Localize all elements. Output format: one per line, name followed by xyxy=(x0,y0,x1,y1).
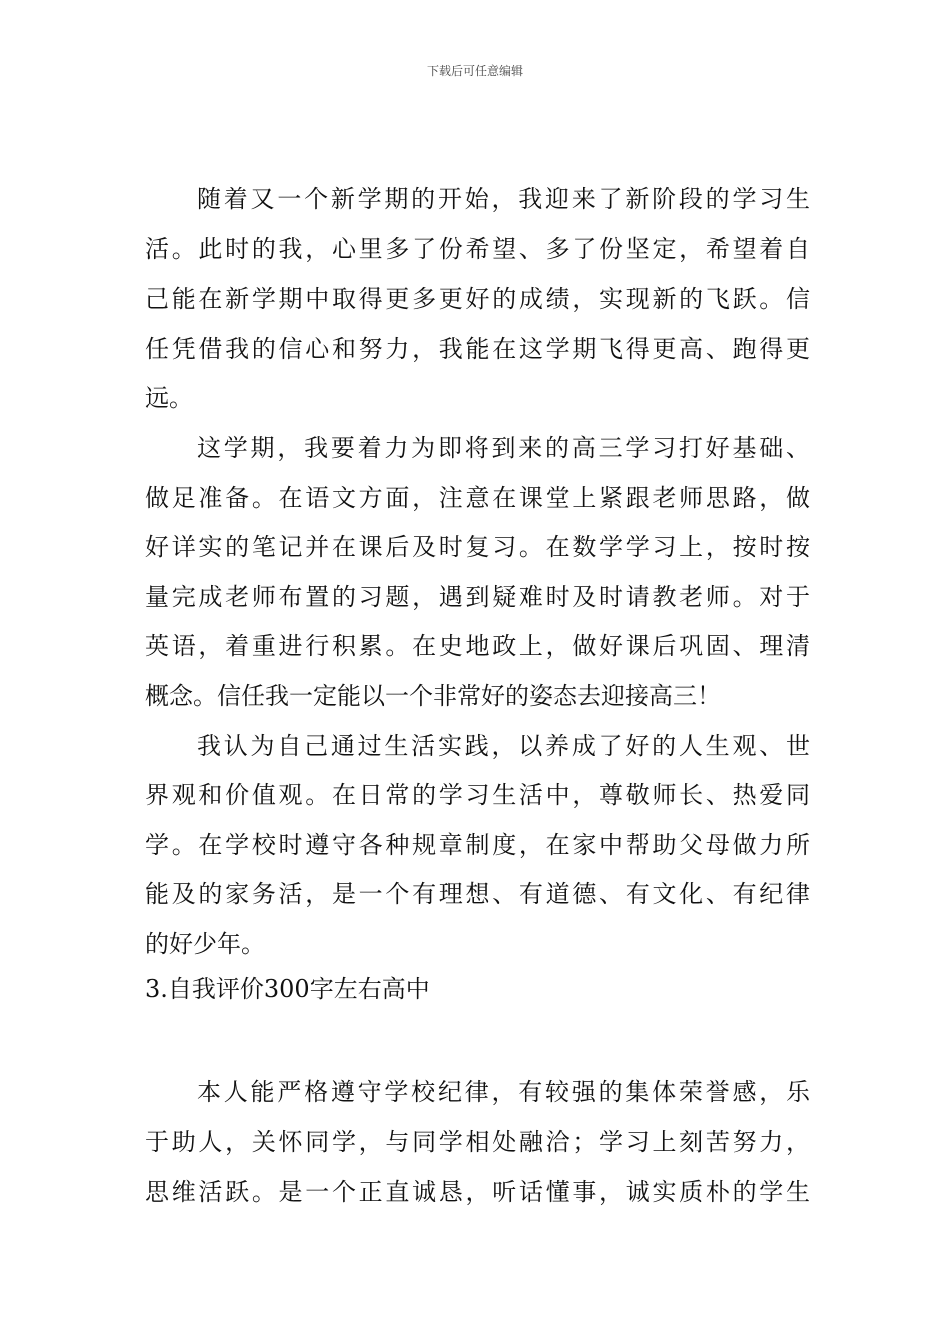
page-header: 下载后可任意编辑 xyxy=(426,64,523,78)
section-heading: 3.自我评价300字左右高中 xyxy=(145,975,430,1003)
paragraph-2-line-6: 概念。信任我一定能以一个非常好的姿态去迎接高三！ xyxy=(145,682,721,710)
paragraph-2-line-5: 英语，着重进行积累。在史地政上，做好课后巩固、理清 xyxy=(145,632,810,660)
paragraph-3-line-4: 能及的家务活，是一个有理想、有道德、有文化、有纪律 xyxy=(145,880,810,908)
paragraph-1-line-1: 随着又一个新学期的开始，我迎来了新阶段的学习生 xyxy=(197,185,810,213)
paragraph-2-line-1: 这学期，我要着力为即将到来的高三学习打好基础、 xyxy=(197,434,810,462)
paragraph-1-line-4: 任凭借我的信心和努力，我能在这学期飞得更高、跑得更 xyxy=(145,335,810,363)
paragraph-3-line-3: 学。在学校时遵守各种规章制度，在家中帮助父母做力所 xyxy=(145,831,810,859)
paragraph-3-line-2: 界观和价值观。在日常的学习生活中，尊敬师长、热爱同 xyxy=(145,781,810,809)
paragraph-2-line-3: 好详实的笔记并在课后及时复习。在数学学习上，按时按 xyxy=(145,533,810,561)
paragraph-1-line-5: 远。 xyxy=(145,384,193,412)
paragraph-3-line-1: 我认为自己通过生活实践，以养成了好的人生观、世 xyxy=(197,732,810,760)
paragraph-2-line-4: 量完成老师布置的习题，遇到疑难时及时请教老师。对于 xyxy=(145,583,810,611)
paragraph-2-line-2: 做足准备。在语文方面，注意在课堂上紧跟老师思路，做 xyxy=(145,484,810,512)
paragraph-1-line-3: 己能在新学期中取得更多更好的成绩，实现新的飞跃。信 xyxy=(145,285,810,313)
paragraph-3-line-5: 的好少年。 xyxy=(145,930,265,958)
section-paragraph-line-2: 于助人，关怀同学，与同学相处融洽；学习上刻苦努力， xyxy=(145,1128,810,1156)
paragraph-1-line-2: 活。此时的我，心里多了份希望、多了份坚定，希望着自 xyxy=(145,235,810,263)
section-paragraph-line-1: 本人能严格遵守学校纪律，有较强的集体荣誉感，乐 xyxy=(197,1078,810,1106)
section-paragraph-line-3: 思维活跃。是一个正直诚恳，听话懂事，诚实质朴的学生 xyxy=(145,1178,810,1206)
